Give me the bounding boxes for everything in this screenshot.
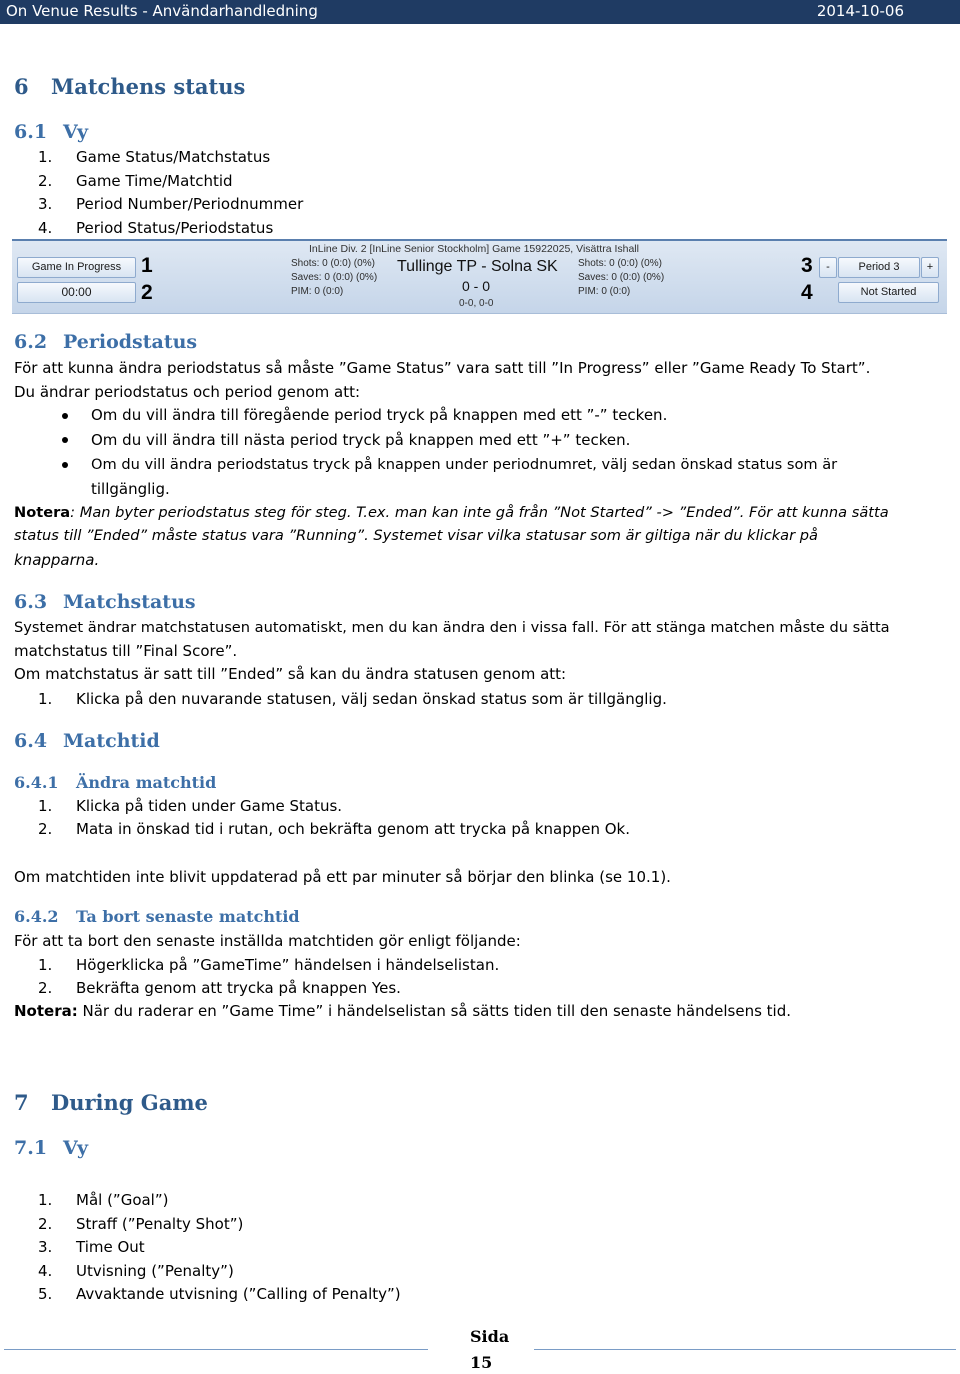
list-item: 2. Game Time/Matchtid — [38, 172, 233, 190]
bullet — [62, 437, 68, 443]
bullet-text: Om du vill ändra periodstatus tryck på knappen under periodnumret, välj sedan önskad status som är — [91, 456, 838, 473]
game-status-screenshot — [12, 239, 947, 314]
paragraph: Systemet ändrar matchstatusen automatiskt, men du kan ändra den i vissa fall. För att stänga matchen måste du sätta — [14, 619, 890, 636]
section-6-4-heading: 6.4 Matchtid — [14, 730, 160, 752]
list-item: 4. Utvisning (”Penalty”) — [38, 1262, 234, 1280]
paragraph: Om matchstatus är satt till ”Ended” så kan du ändra statusen genom att: — [14, 665, 567, 683]
left-pim: PIM: 0 (0:0) — [291, 286, 344, 297]
marker-3: 3 — [801, 254, 813, 277]
marker-4: 4 — [801, 281, 813, 304]
header-title: On Venue Results - Användarhandledning — [6, 2, 318, 20]
period-status-button[interactable]: Not Started — [838, 282, 939, 303]
section-6-2-heading: 6.2 Periodstatus — [14, 331, 198, 353]
section-6-1-heading: 6.1 Vy — [14, 121, 89, 143]
header-date: 2014-10-06 — [816, 2, 904, 20]
list-item: 3. Period Number/Periodnummer — [38, 195, 304, 213]
list-item: 1. Mål (”Goal”) — [38, 1191, 169, 1209]
page-number: 15 — [470, 1353, 493, 1372]
right-pim: PIM: 0 (0:0) — [578, 286, 631, 297]
period-scores: 0-0, 0-0 — [459, 298, 494, 309]
teams: Tullinge TP - Solna SK — [397, 258, 558, 275]
note-paragraph: Notera: När du raderar en ”Game Time” i händelselistan så sätts tiden till den senaste händelsens tid. — [14, 1002, 792, 1020]
note-line-2: status till ”Ended” måste status vara ”Running”. Systemet visar vilka statusar som är giltiga när du klickar på — [14, 527, 818, 544]
paragraph: Om matchtiden inte blivit uppdaterad på ett par minuter så börjar den blinka (se 10.1). — [14, 868, 671, 886]
page-header — [0, 0, 960, 24]
list-item: 1. Game Status/Matchstatus — [38, 148, 271, 166]
left-shots: Shots: 0 (0:0) (0%) — [291, 258, 375, 269]
marker-1: 1 — [141, 254, 153, 277]
list-item: 1. Högerklicka på ”GameTime” händelsen i händelselistan. — [38, 956, 500, 974]
bullet-text: tillgänglig. — [91, 480, 170, 498]
paragraph: matchstatus till ”Final Score”. — [14, 642, 238, 660]
marker-2: 2 — [141, 281, 153, 304]
section-6-heading: 6 Matchens status — [14, 74, 246, 99]
list-item: 2. Bekräfta genom att trycka på knappen Yes. — [38, 979, 401, 997]
list-item: 2. Mata in önskad tid i rutan, och bekräfta genom att trycka på knappen Ok. — [38, 820, 631, 838]
note-line-1: Notera: Man byter periodstatus steg för steg. T.ex. man kan inte gå från ”Not Started” -> ”Ended”. För att kunna sätta — [14, 504, 889, 521]
right-saves: Saves: 0 (0:0) (0%) — [578, 272, 665, 283]
bullet — [62, 413, 68, 419]
list-item: 3. Time Out — [38, 1238, 145, 1256]
list-item: 5. Avvaktande utvisning (”Calling of Penalty”) — [38, 1285, 401, 1303]
score: 0 - 0 — [462, 278, 491, 294]
page-label: Sida — [470, 1327, 510, 1346]
bullet — [62, 462, 68, 468]
list-item: 1. Klicka på tiden under Game Status. — [38, 797, 343, 815]
paragraph: För att ta bort den senaste inställda matchtiden gör enligt följande: — [14, 932, 521, 950]
note-line-3: knapparna. — [14, 551, 100, 569]
section-7-heading: 7 During Game — [14, 1090, 208, 1115]
list-item: 1. Klicka på den nuvarande statusen, välj sedan önskad status som är tillgänglig. — [38, 690, 667, 708]
paragraph: För att kunna ändra periodstatus så måste ”Game Status” vara satt till ”In Progress” eller ”Game Ready To Start”. — [14, 359, 871, 377]
section-6-4-1-heading: 6.4.1 Ändra matchtid — [14, 773, 217, 792]
list-item: 4. Period Status/Periodstatus — [38, 219, 274, 237]
section-6-4-2-heading: 6.4.2 Ta bort senaste matchtid — [14, 907, 300, 926]
match-info: InLine Div. 2 [InLine Senior Stockholm] Game 15922025, Visättra Ishall — [309, 243, 639, 255]
previous-period-button[interactable]: - — [819, 257, 837, 278]
game-status-button[interactable]: Game In Progress — [17, 257, 136, 278]
bullet-text: Om du vill ändra till nästa period tryck på knappen med ett ”+” tecken. — [91, 431, 631, 449]
paragraph: Du ändrar periodstatus och period genom att: — [14, 383, 361, 401]
left-saves: Saves: 0 (0:0) (0%) — [291, 272, 378, 283]
game-time-button[interactable]: 00:00 — [17, 282, 136, 303]
section-6-3-heading: 6.3 Matchstatus — [14, 591, 196, 613]
bullet-text: Om du vill ändra till föregående period tryck på knappen med ett ”-” tecken. — [91, 406, 668, 424]
footer-rule-right — [534, 1349, 956, 1350]
list-item: 2. Straff (”Penalty Shot”) — [38, 1215, 244, 1233]
footer-rule-left — [4, 1349, 428, 1350]
next-period-button[interactable]: + — [921, 257, 939, 278]
section-7-1-heading: 7.1 Vy — [14, 1137, 89, 1159]
right-shots: Shots: 0 (0:0) (0%) — [578, 258, 662, 269]
period-number-button[interactable]: Period 3 — [838, 257, 920, 278]
